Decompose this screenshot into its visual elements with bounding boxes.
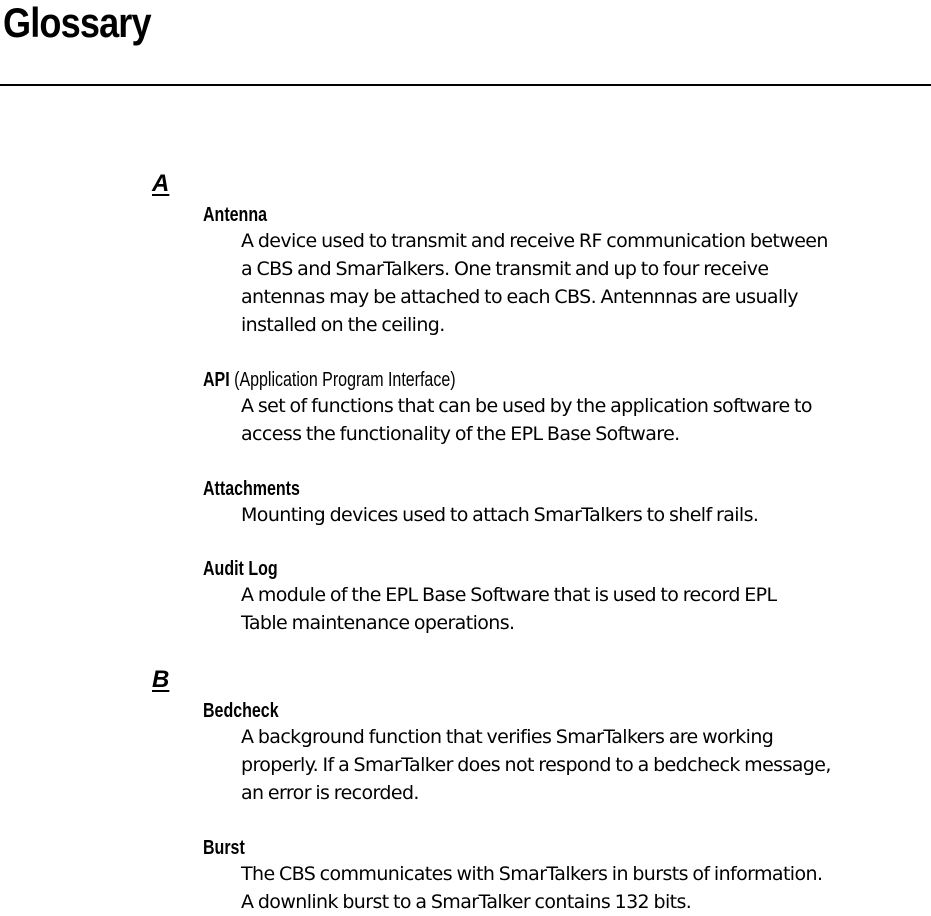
term-expansion: (Application Program Interface) <box>234 369 456 391</box>
term-name: Antenna <box>203 204 267 226</box>
section-letter-b: B <box>152 666 170 693</box>
title-divider <box>0 84 931 86</box>
term-name: Burst <box>203 837 245 859</box>
term-name: API <box>203 369 230 391</box>
term-definition: A set of functions that can be used by the application software to access the functionality of the EPL Base Software. <box>241 395 812 445</box>
term-line <box>203 477 783 501</box>
term-line <box>203 368 783 392</box>
term-definition: A background function that verifies SmarTalkers are working properly. If a SmarTalker does not respond to a bedcheck message, an error is recorded. <box>241 726 831 804</box>
term-line <box>203 203 783 227</box>
glossary-entry-api <box>203 368 928 448</box>
term-definition: The CBS communicates with SmarTalkers in bursts of information. A downlink burst to a SmarTalker contains 132 bits. <box>241 863 823 913</box>
term-name: Audit Log <box>203 558 278 580</box>
term-line <box>203 836 783 860</box>
glossary-entry-antenna <box>203 203 928 339</box>
page-title: Glossary <box>3 0 151 46</box>
glossary-entry-attachments <box>203 477 928 529</box>
term-definition: A module of the EPL Base Software that is used to record EPL Table maintenance operations. <box>241 584 777 634</box>
glossary-entry-audit-log <box>203 557 928 637</box>
term-line <box>203 699 783 723</box>
section-letter-a: A <box>152 170 170 197</box>
glossary-entry-bedcheck <box>203 699 928 807</box>
term-definition: Mounting devices used to attach SmarTalkers to shelf rails. <box>241 504 759 526</box>
term-line <box>203 557 783 581</box>
term-name: Attachments <box>203 478 300 500</box>
glossary-entry-burst <box>203 836 928 916</box>
term-name: Bedcheck <box>203 700 279 722</box>
term-definition: A device used to transmit and receive RF communication between a CBS and SmarTalkers. One transmit and up to four receive antennas may be attached to each CBS. Antennnas are usually installed on the ceiling. <box>241 230 828 336</box>
